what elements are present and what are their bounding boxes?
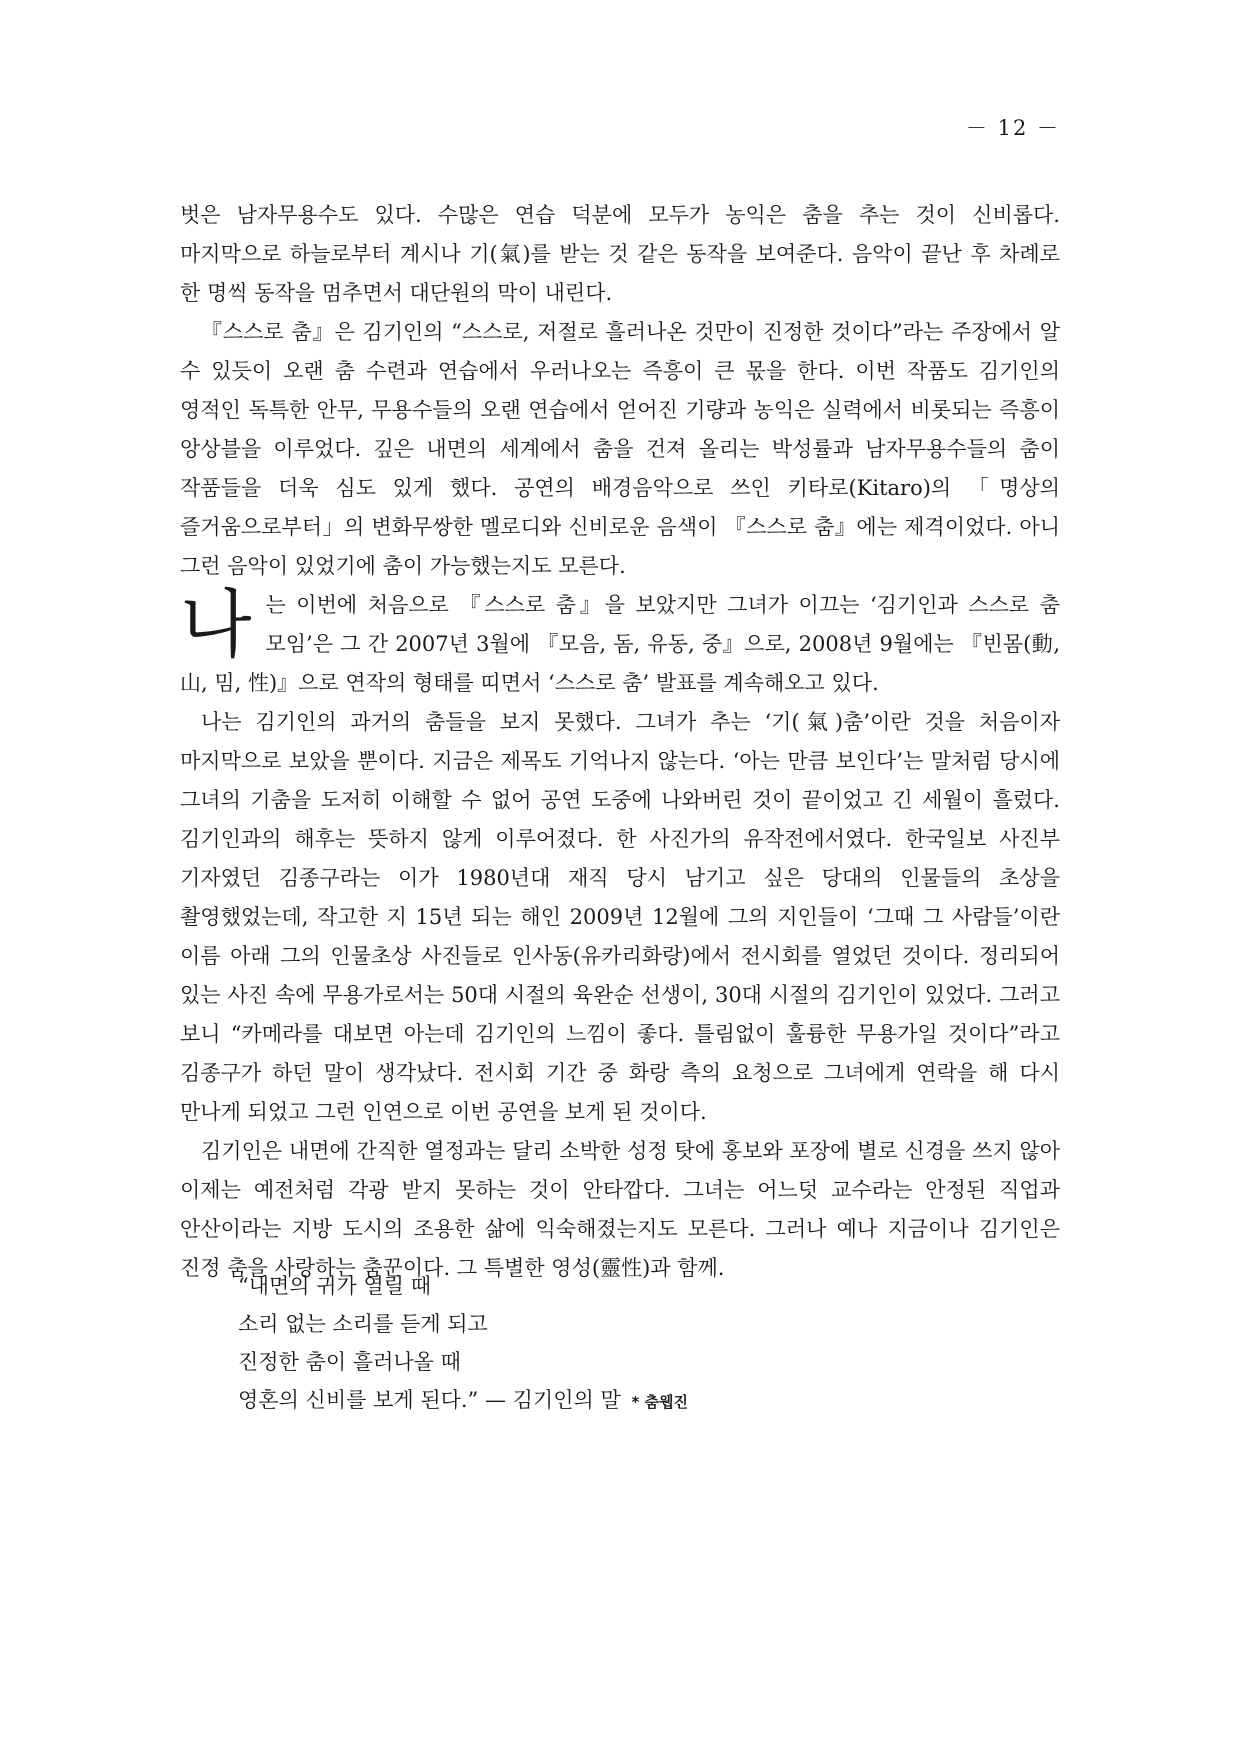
quote-line-4: 영혼의 신비를 보게 된다.” — 김기인의 말 — [238, 1388, 621, 1412]
quote-line-4-wrapper — [238, 1381, 688, 1421]
quote-line-3: 진정한 춤이 흘러나올 때 — [238, 1350, 461, 1374]
paragraph-1: 벗은 남자무용수도 있다. 수많은 연습 덕분에 모두가 농익은 춤을 추는 것이 신비롭다. 마지막으로 하늘로부터 계시나 기(氣)를 받는 것 같은 동작을 보여준다. 음악이 끝난 후 차례로 한 명씩 동작을 멈추면서 대단원의 막이 내린다. — [180, 203, 1060, 305]
paragraph-5: 김기인은 내면에 간직한 열정과는 달리 소박한 성정 탓에 홍보와 포장에 별로 신경을 쓰지 않아 이제는 예전처럼 각광 받지 못하는 것이 안타깝다. 그녀는 어느덧 교수라는 안정된 직업과 안산이라는 지방 도시의 조용한 삶에 익숙해졌는지도 모른다. 그러나 예나 지금이나 김기인은 진정 춤을 사랑하는 춤꾼이다. 그 특별한 영성(靈性)과 함께. — [180, 1139, 1060, 1280]
quote-line-1: “내면의 귀가 열릴 때 — [238, 1274, 432, 1298]
page-number: － 12 － — [965, 116, 1060, 140]
quote-line-2: 소리 없는 소리를 듣게 되고 — [238, 1312, 488, 1336]
paragraph-2: 『스스로 춤』은 김기인의 “스스로, 저절로 흘러나온 것만이 진정한 것이다”라는 주장에서 알 수 있듯이 오랜 춤 수련과 연습에서 우러나오는 즉흥이 큰 몫을 한다. 이번 작품도 김기인의 영적인 독특한 안무, 무용수들의 오랜 연습에서 얻어진 기량과 농익은 실력에서 비롯되는 즉흥이 앙상블을 이루었다. 깊은 내면의 세계에서 춤을 건져 올리는 박성률과 남자무용수들의 춤이 작품들을 더욱 심도 있게 했다. 공연의 배경음악으로 쓰인 키타로(Kitaro)의 「명상의 즐거움으로부터」의 변화무쌍한 멜로디와 신비로운 음색이 『스스로 춤』에는 제격이었다. 아니 그런 음악이 있었기에 춤이 가능했는지도 모른다. — [180, 320, 1060, 578]
dropcap-paragraph-text: 는 이번에 처음으로 『스스로 춤』을 보았지만 그녀가 이끄는 ‘김기인과 스스로 춤 모임’은 그 간 2007년 3월에 『모음, 돔, 유동, 중』으로, 2008년 9월에는 『빈몸(動, 山, 밈, 性)』으로 연작의 형태를 띠면서 ‘스스로 춤’ 발표를 계속해오고 있다. — [180, 593, 1060, 695]
dropcap-paragraph — [180, 582, 1060, 703]
source-signature: * 춤웹진 — [631, 1393, 688, 1411]
article-body — [180, 196, 1060, 1288]
paragraph-4: 나는 김기인의 과거의 춤들을 보지 못했다. 그녀가 추는 ‘기(氣)춤’이란 것을 처음이자 마지막으로 보았을 뿐이다. 지금은 제목도 기억나지 않는다. ‘아는 만큼 보인다’는 말처럼 당시에 그녀의 기춤을 도저히 이해할 수 없어 공연 도중에 나와버린 것이 끝이었고 긴 세월이 흘렀다. 김기인과의 해후는 뜻하지 않게 이루어졌다. 한 사진가의 유작전에서였다. 한국일보 사진부 기자였던 김종구라는 이가 1980년대 재직 당시 남기고 싶은 당대의 인물들의 초상을 촬영했었는데, 작고한 지 15년 되는 해인 2009년 12월에 그의 지인들이 ‘그때 그 사람들’이란 이름 아래 그의 인물초상 사진들로 인사동(유카리화랑)에서 전시회를 열었던 것이다. 정리되어 있는 사진 속에 무용가로서는 50대 시절의 육완순 선생이, 30대 시절의 김기인이 있었다. 그러고 보니 “카메라를 대보면 아는데 김기인의 느낌이 좋다. 틀림없이 훌륭한 무용가일 것이다”라고 김종구가 하던 말이 생각났다. 전시회 기간 중 화랑 측의 요청으로 그녀에게 연락을 해 다시 만나게 되었고 그런 인연으로 이번 공연을 보게 된 것이다. — [180, 710, 1060, 1124]
closing-quote — [238, 1267, 688, 1421]
drop-cap-initial: 나 — [180, 582, 252, 668]
